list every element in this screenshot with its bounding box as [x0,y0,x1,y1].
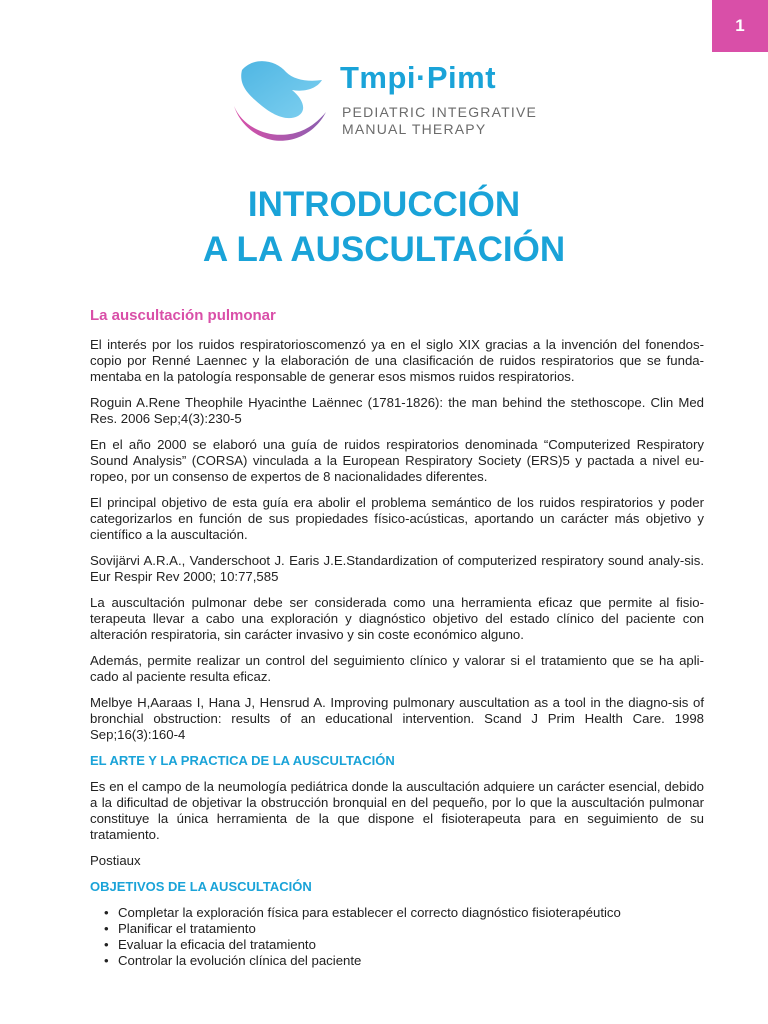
brand-subtitle-line1: PEDIATRIC INTEGRATIVE [342,104,538,120]
bullet-icon: • [104,905,109,920]
paragraph: Además, permite realizar un control del seguimiento clínico y valorar si el tratamiento que se ha apli-cado al paciente resulta eficaz. [90,653,704,684]
list-item-text: Controlar la evolución clínica del paciente [118,953,362,968]
brand-name: Tmpi·Pimt [340,60,497,95]
objectives-list [90,905,704,969]
bullet-icon: • [104,921,109,936]
reference-paragraph: Sovijärvi A.R.A., Vanderschoot J. Earis J.E.Standardization of computerized respiratory sound analy-sis. Eur Respir Rev 2000; 10:77,585 [90,553,704,584]
hands-logo-icon [232,58,332,142]
page-title [0,182,768,272]
paragraph: El interés por los ruidos respiratorioscomenzó ya en el siglo XIX gracias a la invención del fonendos-copio por Renné Laennec y la elaboración de una clasificación de ruidos respiratorios que se funda-mentaba en la patología responsable de generar esos mismos ruidos respiratorios. [90,337,704,384]
page-number: 1 [735,16,745,35]
list-item [90,937,704,953]
reference-paragraph: Roguin A.Rene Theophile Hyacinthe Laënnec (1781-1826): the man behind the stethoscope. Clin Med Res. 2006 Sep;4(3):230-5 [90,395,704,426]
page-title-line2: A LA AUSCULTACIÓN [202,230,566,269]
page-title-line1: INTRODUCCIÓN [247,185,521,224]
list-item-text: Evaluar la eficacia del tratamiento [118,937,316,952]
list-item [90,905,704,921]
brand-subtitle-line2: MANUAL THERAPY [342,121,487,137]
section-heading-auscultacion-pulmonar: La auscultación pulmonar [90,307,276,324]
document-body [90,308,704,969]
paragraph: En el año 2000 se elaboró una guía de ruidos respiratorios denominada “Computerized Respiratory Sound Analysis” (CORSA) vinculada a la European Respiratory Society (ERS)5 y pactada a nivel eu-ropeo, por un consenso de expertos de 8 nacionalidades diferentes. [90,437,704,484]
reference-paragraph: Postiaux [90,853,141,868]
page-number-badge [712,0,768,52]
list-item-text: Planificar el tratamiento [118,921,256,936]
brand-logo [232,58,552,142]
brand-subtitle [342,104,537,138]
list-item-text: Completar la exploración física para establecer el correcto diagnóstico fisioterapéutico [118,905,621,920]
section-heading-arte-practica: EL ARTE Y LA PRACTICA DE LA AUSCULTACIÓN [90,753,395,768]
reference-paragraph: Melbye H,Aaraas I, Hana J, Hensrud A. Improving pulmonary auscultation as a tool in the diagno-sis of bronchial obstruction: results of an educational intervention. Scand J Prim Health Care. 1998 Sep;16(3):160-4 [90,695,704,742]
section-heading-objetivos: OBJETIVOS DE LA AUSCULTACIÓN [90,879,312,894]
bullet-icon: • [104,937,109,952]
paragraph: El principal objetivo de esta guía era abolir el problema semántico de los ruidos respiratorios y poder categorizarlos en función de sus propiedades físico-acústicas, aportando un carácter más objetivo y científico a la auscultación. [90,495,704,542]
bullet-icon: • [104,953,109,968]
paragraph: La auscultación pulmonar debe ser considerada como una herramienta eficaz que permite al fisio-terapeuta llevar a cabo una exploración y diagnóstico objetivo del estado clínico del paciente con alteración respiratoria, sin carácter invasivo y sin coste económico alguno. [90,595,704,642]
list-item [90,953,704,969]
list-item [90,921,704,937]
paragraph: Es en el campo de la neumología pediátrica donde la auscultación adquiere un carácter esencial, debido a la dificultad de objetivar la obstrucción bronquial en del pequeño, por lo que la auscultación pulmonar constituye la única herramienta de la que dispone el fisioterapeuta para en seguimiento de su tratamiento. [90,779,704,842]
